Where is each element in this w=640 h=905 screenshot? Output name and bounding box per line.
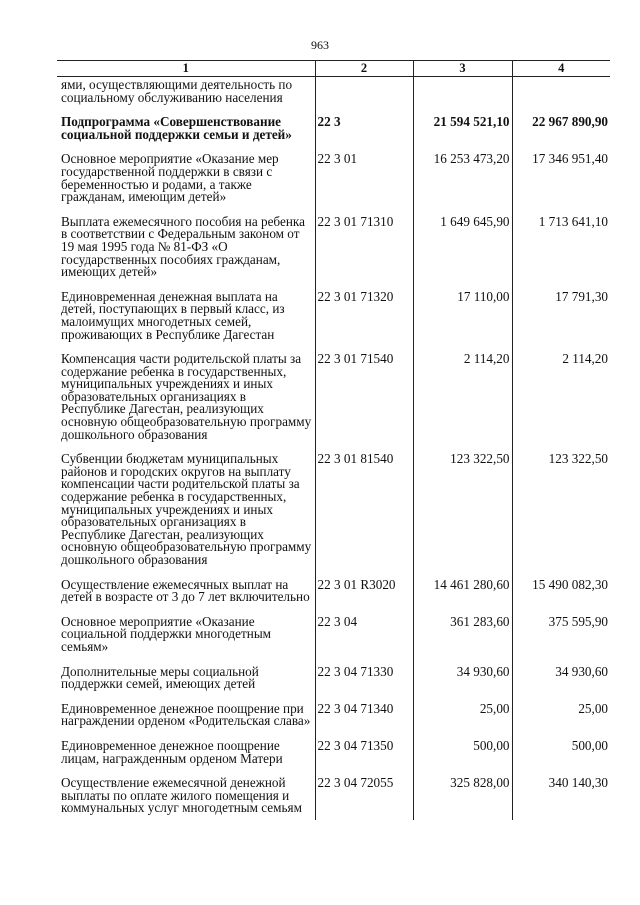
row-code: 22 3 04 72055	[315, 770, 413, 820]
table-row	[57, 696, 610, 733]
table-row	[57, 446, 610, 571]
table-row	[57, 146, 610, 208]
row-value-col4: 2 114,20	[512, 346, 610, 446]
table-row	[57, 346, 610, 446]
table-row	[57, 659, 610, 696]
column-header-2: 2	[315, 61, 413, 77]
row-value-col4: 375 595,90	[512, 609, 610, 659]
column-header-4: 4	[512, 61, 610, 77]
row-code: 22 3 01	[315, 146, 413, 208]
row-value-col4: 17 791,30	[512, 284, 610, 346]
table-row	[57, 770, 610, 820]
row-code: 22 3 01 71310	[315, 209, 413, 284]
table-body	[57, 77, 610, 820]
row-value-col3: 2 114,20	[413, 346, 512, 446]
row-description: Субвенции бюджетам муниципальных районов и городских округов на выплату компенсации части родительской платы за содержание ребенка в государственных, муниципальных учреждениях и иных образовательных организациях в Республике Дагестан, реализующих основную общеобразовательную программу дошкольного образования	[61, 451, 312, 567]
row-value-col3: 34 930,60	[413, 659, 512, 696]
row-value-col4: 15 490 082,30	[512, 572, 610, 609]
row-description: Осуществление ежемесячных выплат на детей в возрасте от 3 до 7 лет включительно	[61, 576, 310, 605]
row-code: 22 3 04 71350	[315, 733, 413, 770]
row-value-col4: 25,00	[512, 696, 610, 733]
column-header-3: 3	[413, 61, 512, 77]
page-number: 963	[311, 38, 329, 52]
budget-table	[57, 60, 610, 820]
row-value-col3: 1 649 645,90	[413, 209, 512, 284]
row-description: Единовременное денежное поощрение лицам, награжденным орденом Матери	[61, 737, 283, 766]
row-value-col3: 17 110,00	[413, 284, 512, 346]
row-description: ями, осуществляющими деятельность по социальному обслуживанию населения	[61, 77, 293, 105]
table-row	[57, 77, 610, 110]
row-value-col4: 1 713 641,10	[512, 209, 610, 284]
table-row	[57, 733, 610, 770]
row-value-col3: 123 322,50	[413, 446, 512, 571]
row-value-col4: 340 140,30	[512, 770, 610, 820]
row-code: 22 3 01 R3020	[315, 572, 413, 609]
row-value-col3: 21 594 521,10	[413, 109, 512, 146]
row-code: 22 3 04 71340	[315, 696, 413, 733]
row-code: 22 3 01 71540	[315, 346, 413, 446]
row-code: 22 3 01 71320	[315, 284, 413, 346]
column-header-1: 1	[57, 61, 315, 77]
row-value-col4	[512, 77, 610, 110]
table-header-row	[57, 61, 610, 77]
row-value-col3: 14 461 280,60	[413, 572, 512, 609]
row-description: Подпрограмма «Совершенствование социальной поддержки семьи и детей»	[61, 114, 292, 142]
table-row	[57, 572, 610, 609]
row-value-col4: 123 322,50	[512, 446, 610, 571]
row-description: Основное мероприятие «Оказание социальной поддержки многодетным семьям»	[61, 613, 272, 654]
table-row	[57, 609, 610, 659]
row-value-col3: 500,00	[413, 733, 512, 770]
row-code: 22 3 04	[315, 609, 413, 659]
row-value-col3: 361 283,60	[413, 609, 512, 659]
table-row	[57, 109, 610, 146]
row-value-col3: 16 253 473,20	[413, 146, 512, 208]
row-description: Единовременное денежное поощрение при награждении орденом «Родительская слава»	[61, 700, 311, 729]
row-code: 22 3 04 71330	[315, 659, 413, 696]
row-code	[315, 77, 413, 110]
row-value-col3	[413, 77, 512, 110]
row-value-col4: 500,00	[512, 733, 610, 770]
row-value-col3: 325 828,00	[413, 770, 512, 820]
table-row	[57, 209, 610, 284]
row-description: Дополнительные меры социальной поддержки семей, имеющих детей	[61, 663, 259, 692]
row-description: Единовременная денежная выплата на детей, поступающих в первый класс, из малоимущих многодетных семей, проживающих в Республике Дагестан	[61, 288, 285, 342]
row-value-col4: 34 930,60	[512, 659, 610, 696]
table-row	[57, 284, 610, 346]
row-description: Основное мероприятие «Оказание мер государственной поддержки в связи с беременностью и родами, а также гражданам, имеющим детей»	[61, 151, 279, 205]
row-description: Осуществление ежемесячной денежной выплаты по оплате жилого помещения и коммунальных услуг многодетным семьям	[61, 775, 302, 816]
row-description: Выплата ежемесячного пособия на ребенка в соответствии с Федеральным законом от 19 мая 1995 года № 81-ФЗ «О государственных пособиях гражданам, имеющих детей»	[61, 213, 305, 280]
row-code: 22 3 01 81540	[315, 446, 413, 571]
row-value-col4: 17 346 951,40	[512, 146, 610, 208]
row-description: Компенсация части родительской платы за содержание ребенка в государственных, муниципальных учреждениях и иных образовательных организациях в Республике Дагестан, реализующих основную общеобразовательную программу дошкольного образования	[61, 351, 312, 442]
row-value-col4: 22 967 890,90	[512, 109, 610, 146]
row-value-col3: 25,00	[413, 696, 512, 733]
row-code: 22 3	[315, 109, 413, 146]
